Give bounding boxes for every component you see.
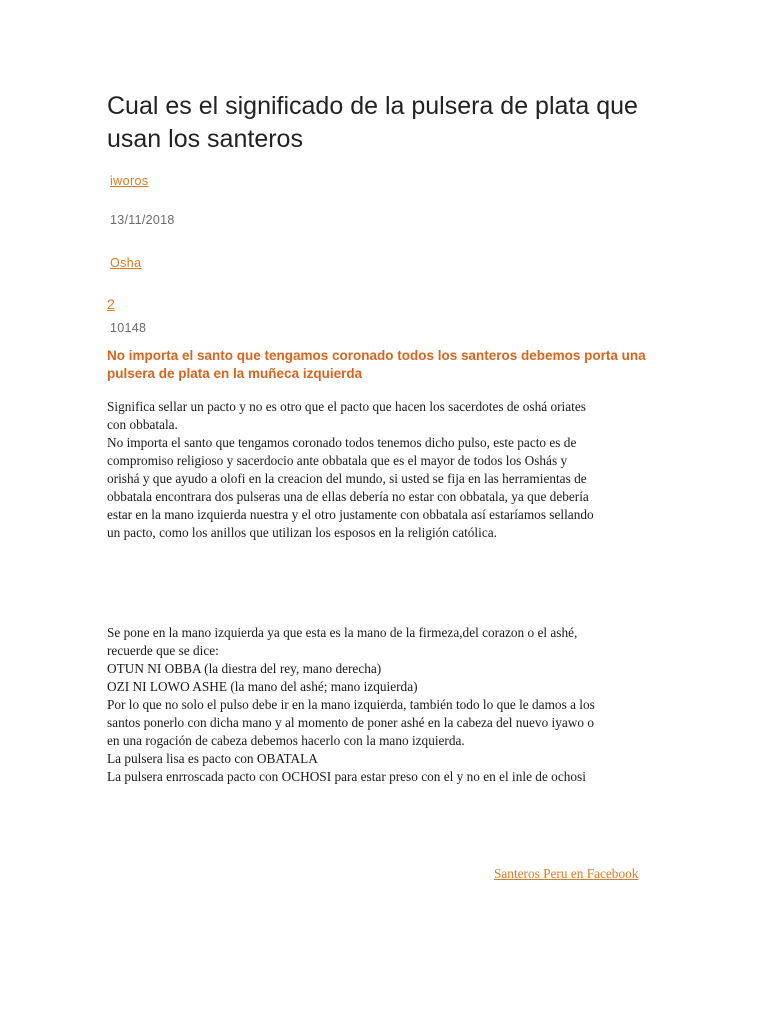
author-link[interactable]: iworos: [110, 174, 149, 188]
article-title: Cual es el significado de la pulsera de plata que usan los santeros: [107, 92, 638, 153]
publish-date: 13/11/2018: [110, 213, 175, 227]
category-link[interactable]: Osha: [110, 256, 142, 270]
article-subheading: No importa el santo que tengamos coronado todos los santeros debemos porta una pulsera de plata en la muñeca izquierda: [107, 348, 646, 381]
article-paragraph-2: Se pone en la mano izquierda ya que esta es la mano de la firmeza,del corazon o el ashé, recuerde que se dice: OTUN NI OBBA (la diestra del rey, mano derecha) OZI NI LOWO ASHE (la mano del ashé; mano izquierda) Por lo que no solo el pulso debe ir en la mano izquierda, también todo lo que le damos a los santos ponerlo con dicha mano y al momento de poner ashé en la cabeza del nuevo iyawo o en una rogación de cabeza debemos hacerlo con la mano izquierda. La pulsera lisa es pacto con OBATALA La pulsera enrroscada pacto con OCHOSI para estar preso con el y no en el inle de ochosi: [107, 625, 595, 784]
views-count: 10148: [110, 321, 147, 335]
comments-count-link[interactable]: 2: [107, 296, 115, 312]
facebook-link[interactable]: Santeros Peru en Facebook: [494, 866, 639, 881]
article-paragraph-1: Significa sellar un pacto y no es otro que el pacto que hacen los sacerdotes de oshá oriates con obbatala. No importa el santo que tengamos coronado todos tenemos dicho pulso, este pacto es de compromiso religioso y sacerdocio ante obbatala que es el mayor de todos los Oshás y orishá y que ayudo a olofi en la creacion del mundo, si usted se fija en las herramientas de obbatala encontrara dos pulseras una de ellas debería no estar con obbatala, ya que debería estar en la mano izquierda nuestra y el otro justamente con obbatala así estaríamos sellando un pacto, como los anillos que utilizan los esposos en la religión católica.: [107, 399, 594, 540]
